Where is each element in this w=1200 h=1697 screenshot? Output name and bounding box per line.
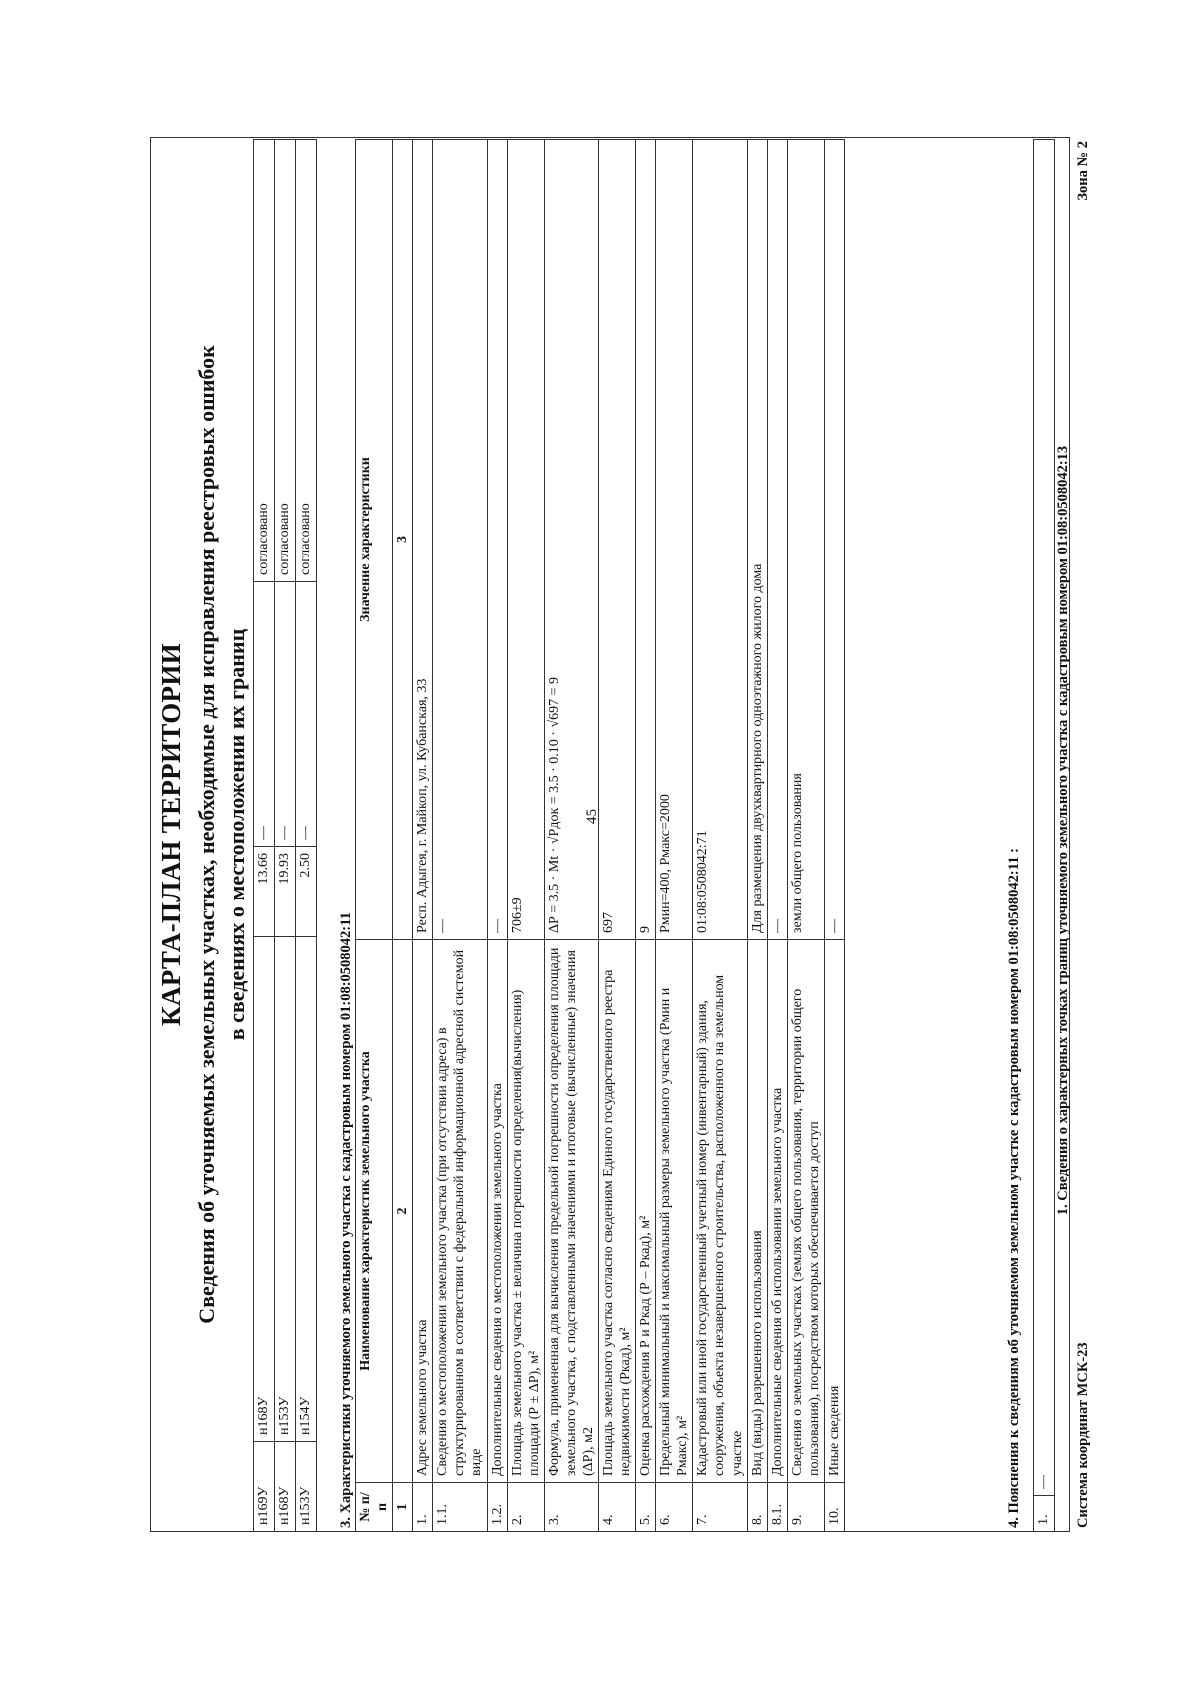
characteristic-name: Кадастровый или иной государственный учетный номер (инвентарный) здания, сооружения, объекта незавершенного строительства, расположенного на земельном участке	[693, 940, 747, 1483]
zone-label: Зона № 2	[1075, 141, 1091, 201]
table-row	[296, 140, 317, 1532]
table-row	[275, 140, 296, 1532]
row-number: 9.	[787, 1483, 824, 1532]
table-cell: 1.	[1034, 1496, 1055, 1532]
characteristic-name: Дополнительные сведения об использовании земельного участка	[767, 940, 787, 1483]
section3-heading: 3. Характеристики уточняемого земельного участка с кадастровым номером 01:08:0508042:11	[338, 912, 354, 1528]
table-row	[254, 140, 275, 1532]
table-row	[544, 140, 598, 1532]
table-cell: н153У	[275, 937, 296, 1442]
table-cell: 13.66	[254, 847, 275, 937]
characteristic-value: —	[433, 140, 487, 940]
landscape-sheet	[150, 137, 1091, 1532]
row-number: 6.	[656, 1483, 693, 1532]
characteristic-name: Предельный минимальный и максимальный размеры земельного участка (Рмин и Рмакс), м²	[656, 940, 693, 1483]
row-number: 2.	[507, 1483, 544, 1532]
column-header: № п/п	[356, 1483, 393, 1532]
characteristic-value: —	[767, 140, 787, 940]
characteristic-value: Для размещения двухквартирного одноэтажного жилого дома	[747, 140, 767, 940]
characteristic-name: Дополнительные сведения о местоположении земельного участка	[487, 940, 507, 1483]
characteristic-value: —	[487, 140, 507, 940]
document-subtitle-line2: в сведениях о местоположении их границ	[224, 628, 249, 1041]
row-number: 8.1.	[767, 1483, 787, 1532]
explanations-table	[1033, 139, 1055, 1532]
table-cell: согласовано	[275, 140, 296, 582]
table-row	[636, 140, 656, 1532]
characteristic-name: Иные сведения	[824, 940, 844, 1483]
characteristic-name: Формула, примененная для вычисления предельной погрешности определения площади земельного участка, с подставленными значениями и итоговые (вычисленные) значения (ΔР), м2	[544, 940, 598, 1483]
table-cell: согласовано	[254, 140, 275, 582]
table-row	[693, 140, 747, 1532]
table-row	[656, 140, 693, 1532]
row-number: 1.	[413, 1483, 433, 1532]
table-header-row	[356, 140, 393, 1532]
table-cell: н169У	[254, 1442, 275, 1532]
characteristic-value: Рмин=400, Рмакс=2000	[656, 140, 693, 940]
row-number: 10.	[824, 1483, 844, 1532]
table-row	[824, 140, 844, 1532]
characteristic-value: 01:08:0508042:71	[693, 140, 747, 940]
table-cell: —	[296, 582, 317, 847]
characteristic-name: Оценка расхождения Р и Ркад (Р – Ркад), м²	[636, 940, 656, 1483]
characteristic-value: ΔР = 3.5 · Mt · √Pдок = 3.5 · 0.10 · √697 = 9	[544, 140, 598, 940]
table-cell: н168У	[275, 1442, 296, 1532]
row-number: 7.	[693, 1483, 747, 1532]
table-row	[507, 140, 544, 1532]
table-cell: —	[1034, 140, 1055, 1496]
table-row	[787, 140, 824, 1532]
table-cell: —	[254, 582, 275, 847]
document-title: КАРТА-ПЛАН ТЕРРИТОРИИ	[156, 643, 186, 1026]
table-row	[487, 140, 507, 1532]
characteristic-value: 706±9	[507, 140, 544, 940]
row-number: 1.1.	[433, 1483, 487, 1532]
row-number: 1.2.	[487, 1483, 507, 1532]
table-row	[599, 140, 636, 1532]
characteristic-value: —	[824, 140, 844, 940]
row-number: 3.	[544, 1483, 598, 1532]
table-cell: согласовано	[296, 140, 317, 582]
characteristic-name: Сведения о местоположении земельного участка (при отсутствии адреса) в структурированном в соответствии с федеральной информационной адресной системой виде	[433, 940, 487, 1483]
column-number: 1	[393, 1483, 413, 1532]
coordinate-system: Система координат МСК-23	[1075, 1342, 1091, 1528]
section4-heading: 4. Пояснения к сведениям об уточняемом земельном участке с кадастровым номером 01:08:0508042:11 :	[1006, 848, 1022, 1528]
characteristic-value: 697	[599, 140, 636, 940]
row-number: 5.	[636, 1483, 656, 1532]
table-row	[413, 140, 433, 1532]
characteristic-name: Сведения о земельных участках (землях общего пользования, территории общего пользования), посредством которых обеспечивается доступ	[787, 940, 824, 1483]
column-number-row	[393, 140, 413, 1532]
characteristic-name: Адрес земельного участка	[413, 940, 433, 1483]
table-row	[1034, 140, 1055, 1532]
table-cell: н153У	[296, 1442, 317, 1532]
column-header: Наименование характеристик земельного участка	[356, 940, 393, 1483]
characteristic-name: Вид (виды) разрешенного использования	[747, 940, 767, 1483]
characteristic-name: Площадь земельного участка согласно сведениям Единого государственного реестра недвижимости (Ркад), м²	[599, 940, 636, 1483]
characteristic-value: 9	[636, 140, 656, 940]
table-row	[767, 140, 787, 1532]
row-number: 4.	[599, 1483, 636, 1532]
column-number: 2	[393, 940, 413, 1483]
characteristics-table	[355, 139, 845, 1532]
boundary-points-table	[253, 139, 317, 1532]
table-cell: 19.93	[275, 847, 296, 937]
table-cell: н168У	[254, 937, 275, 1442]
column-number: 3	[393, 140, 413, 940]
document-subtitle-line1: Сведения об уточняемых земельных участках, необходимые для исправления реестровых ошибок	[194, 345, 219, 1324]
characteristic-value: Респ. Адыгея, г. Майкоп, ул. Кубанская, 33	[413, 140, 433, 940]
table-row	[433, 140, 487, 1532]
next-section-heading: 1. Сведения о характерных точках границ уточняемого земельного участка с кадастровым номером 01:08:0508042:13	[1055, 445, 1071, 1216]
characteristic-value: земли общего пользования	[787, 140, 824, 940]
table-cell: 2.50	[296, 847, 317, 937]
characteristic-name: Площадь земельного участка ± величина погрешности определения(вычисления) площади (Р ± ΔР), м²	[507, 940, 544, 1483]
table-cell: н154У	[296, 937, 317, 1442]
table-row	[747, 140, 767, 1532]
table-cell: —	[275, 582, 296, 847]
page-number: 45	[584, 809, 600, 824]
row-number: 8.	[747, 1483, 767, 1532]
column-header: Значение характеристики	[356, 140, 393, 940]
